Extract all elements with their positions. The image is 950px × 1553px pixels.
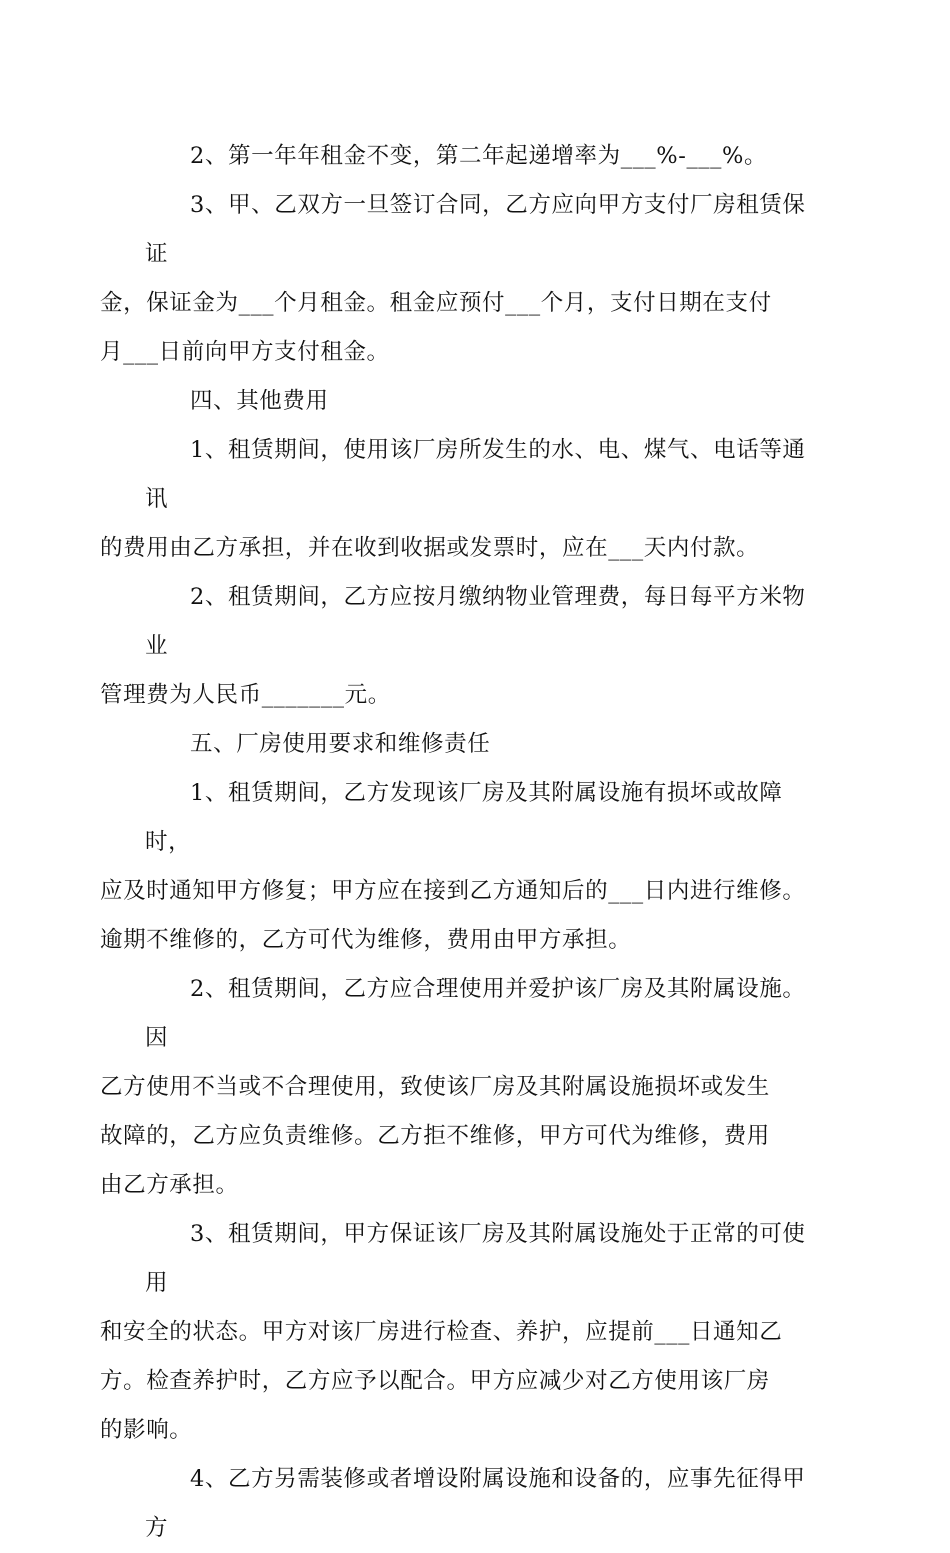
line: 应及时通知甲方修复；甲方应在接到乙方通知后的___日内进行维修。 (100, 878, 806, 904)
line: 2、租赁期间，乙方应按月缴纳物业管理费，每日每平方米物业 (145, 584, 806, 659)
line: 故障的，乙方应负责维修。乙方拒不维修，甲方可代为维修，费用 (100, 1123, 770, 1149)
paragraph-renovation (145, 1455, 815, 1553)
line: 方。检查养护时，乙方应予以配合。甲方应减少对乙方使用该厂房 (100, 1368, 770, 1394)
paragraph-property-fee (100, 573, 815, 720)
paragraph-proper-use (100, 965, 815, 1210)
paragraph-utilities (100, 426, 815, 573)
document-body (100, 132, 815, 1553)
line: 逾期不维修的，乙方可代为维修，费用由甲方承担。 (100, 927, 632, 953)
line: 和安全的状态。甲方对该厂房进行检查、养护，应提前___日通知乙 (100, 1319, 783, 1345)
line: 2、第一年年租金不变，第二年起递增率为___%-___%。 (190, 143, 768, 169)
line: 2、租赁期间，乙方应合理使用并爱护该厂房及其附属设施。因 (145, 976, 806, 1051)
line: 管理费为人民币_______元。 (100, 682, 391, 708)
line: 的影响。 (100, 1417, 193, 1443)
line: 3、租赁期间，甲方保证该厂房及其附属设施处于正常的可使用 (145, 1221, 806, 1296)
paragraph-repair-notice (100, 769, 815, 965)
paragraph-deposit (100, 181, 815, 377)
line: 乙方使用不当或不合理使用，致使该厂房及其附属设施损坏或发生 (100, 1074, 770, 1100)
line: 月___日前向甲方支付租金。 (100, 339, 390, 365)
section-heading-other-fees (145, 377, 815, 426)
line: 4、乙方另需装修或者增设附属设施和设备的，应事先征得甲方 (145, 1466, 806, 1541)
line: 1、租赁期间，使用该厂房所发生的水、电、煤气、电话等通讯 (145, 437, 806, 512)
line: 3、甲、乙双方一旦签订合同，乙方应向甲方支付厂房租赁保证 (145, 192, 806, 267)
line: 四、其他费用 (190, 388, 329, 414)
line: 的费用由乙方承担，并在收到收据或发票时，应在___天内付款。 (100, 535, 760, 561)
line: 五、厂房使用要求和维修责任 (190, 731, 491, 757)
paragraph-rent-increase (145, 132, 815, 181)
line: 1、租赁期间，乙方发现该厂房及其附属设施有损坏或故障时， (145, 780, 783, 855)
paragraph-safety-inspection (100, 1210, 815, 1455)
line: 金，保证金为___个月租金。租金应预付___个月，支付日期在支付 (100, 290, 772, 316)
section-heading-usage-maintenance (145, 720, 815, 769)
line: 由乙方承担。 (100, 1172, 239, 1198)
